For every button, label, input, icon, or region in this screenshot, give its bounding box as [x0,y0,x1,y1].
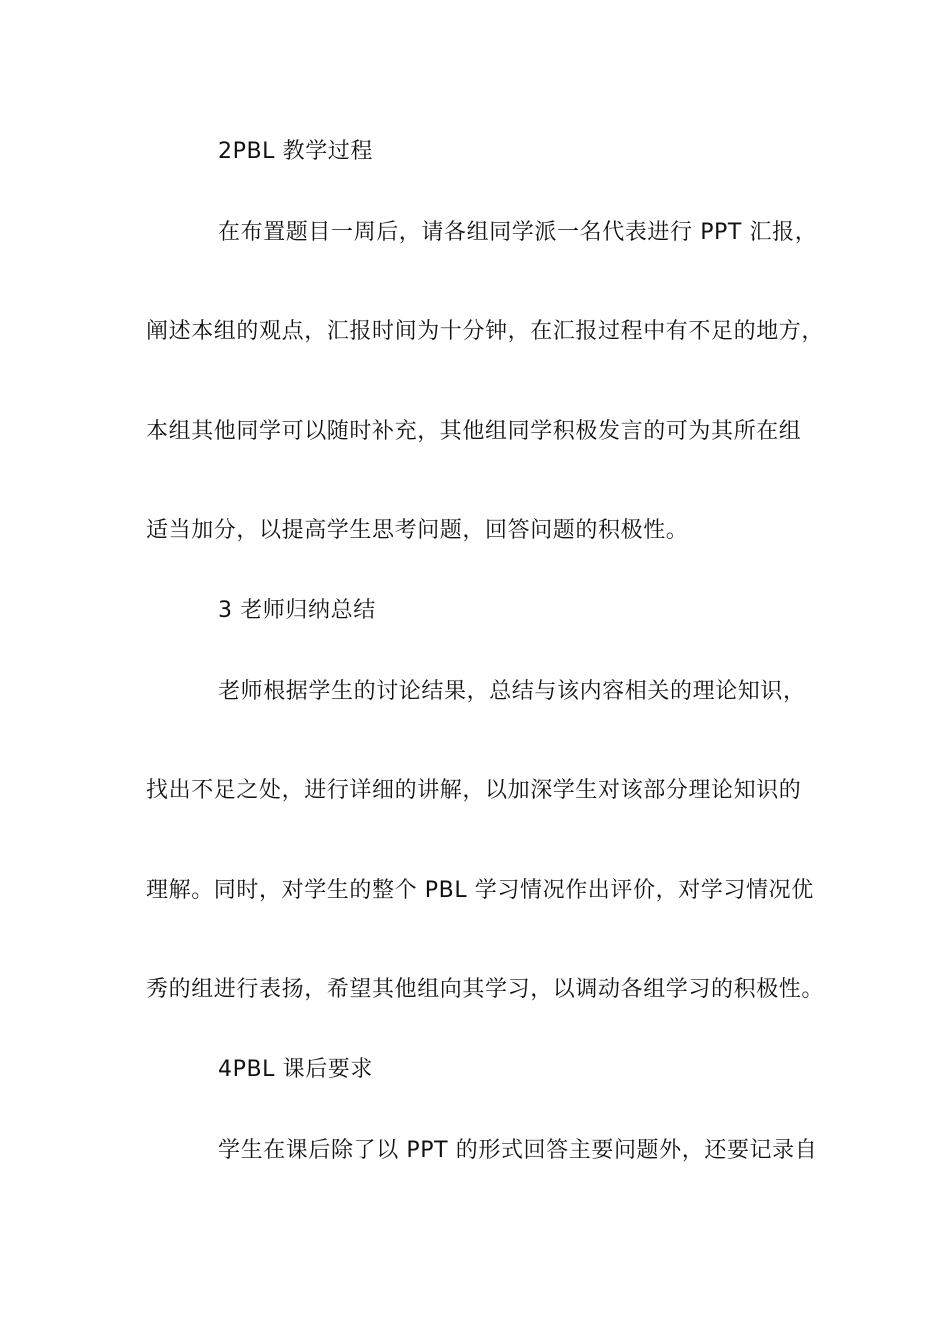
paragraph-line: 理解。同时，对学生的整个 PBL 学习情况作出评价，对学习情况优 [146,878,814,903]
section-heading-3: 3 老师归纳总结 [218,598,376,623]
paragraph-line: 老师根据学生的讨论结果，总结与该内容相关的理论知识， [218,679,806,704]
section-heading-2: 2PBL 教学过程 [218,139,374,164]
paragraph-line: 适当加分，以提高学生思考问题，回答问题的积极性。 [146,518,689,543]
paragraph-line: 本组其他同学可以随时补充，其他组同学积极发言的可为其所在组 [146,419,802,444]
paragraph-line: 在布置题目一周后，请各组同学派一名代表进行 PPT 汇报， [218,220,818,245]
paragraph-line: 找出不足之处，进行详细的讲解，以加深学生对该部分理论知识的 [146,778,802,803]
section-heading-4: 4PBL 课后要求 [218,1057,374,1082]
paragraph-line: 学生在课后除了以 PPT 的形式回答主要问题外，还要记录自 [218,1138,818,1163]
paragraph-line: 阐述本组的观点，汇报时间为十分钟，在汇报过程中有不足的地方， [146,319,825,344]
paragraph-line: 秀的组进行表扬，希望其他组向其学习，以调动各组学习的积极性。 [146,977,825,1002]
